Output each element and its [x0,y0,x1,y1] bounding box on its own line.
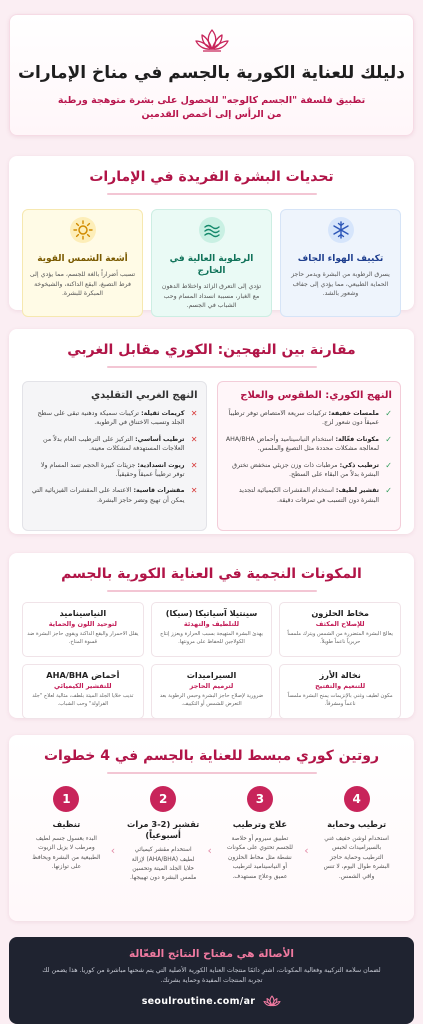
chevron-left-icon: ‹ [110,843,116,857]
check-icon: ✓ [385,486,392,496]
website-link[interactable]: seoulroutine.com/ar [141,995,256,1007]
ingredient-role: للتلطيف والتهدئة [183,620,240,629]
challenges-title: تحديات البشرة الفريدة في الإمارات [89,169,334,185]
challenges-section [9,156,414,310]
footer-text: لضمان سلامة التركيبة وفعالية المكونات، اشترِ دائمًا منتجات العناية الكورية الأصلية التي يتم شحنها مباشرة من كوريا. هذا يضمن لك تجربة المنتجات المفيدة وحماية بشرتك. [42,967,381,985]
challenge-text: تسبب أضراراً بالغة للجسم، مما يؤدي إلى فرط التصبغ، البقع الداكنة، والشيخوخة المبكرة للبشرة. [29,270,136,298]
ingredient-card [151,664,273,719]
step-title: علاج وترطيب [232,818,287,829]
ingredient-name: السيراميدات [186,669,237,680]
step-number: 3 [247,786,273,812]
ingredients-section [9,553,414,718]
step-number: 4 [344,786,370,812]
ingredient-card [279,664,401,719]
cross-icon: ✕ [190,408,198,418]
ingredient-text: يقلل الاحمرار والبقع الداكنة ويقوي حاجز البشرة ضد قسوة المناخ. [27,631,139,646]
ingredient-card [22,602,144,657]
sun-icon [70,217,96,243]
item-text: الاعتماد على المقشرات الفيزيائية التي يمكن أن تهيج وتضر حاجز البشرة. [31,487,185,504]
item-label: مقشرات قاسية: [133,487,185,495]
list-item [31,409,198,428]
cross-icon: ✕ [190,486,198,496]
list-item [226,409,393,428]
cross-icon: ✕ [190,434,198,444]
item-label: ملمسات خفيفة: [328,409,379,417]
challenge-text: يسرق الرطوبة من البشرة ويدمر حاجز الحماية الطبيعي، مما يؤدي إلى جفاف وشعور بالشد. [291,270,390,298]
step-title: تنظيف [52,818,81,829]
western-approach-column [22,381,207,531]
challenge-text: تؤدي إلى التعرق الزائد واختلاط الدهون مع الغبار، مسببة انسداد المسام وحب الشباب في الجسم. [161,283,262,310]
routine-step-2 [119,786,208,884]
ingredient-role: لترميم الحاجز [189,682,234,691]
ingredient-role: للإصلاح المكثف [315,620,365,629]
step-text: تطبيق سيروم أو خلاصة للجسم تحتوي على مكونات نشطة مثل مخاط الحلزون أو النياسيناميد لترطيب عميق وعلاج مستهدف. [226,835,293,880]
ingredient-card [22,664,144,719]
challenge-title: أشعة الشمس القوية [37,253,128,264]
item-text: التركيز على الترطيب العام بدلاً من العلاجات المستهدفة لمشكلات معينة. [43,435,185,453]
ingredient-name: مخاط الحلزون [311,607,370,618]
chevron-left-icon: ‹ [304,843,309,857]
ingredient-role: للتنعيم والتفتيح [315,682,366,691]
item-text: استخدام النياسيناميد وأحماض AHA/BHA لمعالجة مشكلات محددة مثل التصبغ والملمس. [225,435,379,453]
cross-icon: ✕ [190,460,198,470]
header-card [9,14,414,136]
comparison-section [9,329,414,534]
item-label: ريوت انسدادية: [137,461,185,469]
page-subtitle: تطبيق فلسفة "الجسم كالوجه" للحصول على بشرة متوهجة ورطبة من الرأس إلى أخمص القدمين [57,95,366,121]
challenge-title: الرطوبة العالية في الخارج [169,253,254,276]
ingredient-name: نخالة الأرز [319,669,361,680]
lotus-icon [263,994,281,1008]
footer-title: الأصالة هي مفتاح النتائج الفعّالة [128,948,295,960]
routine-step-3 [216,786,305,882]
snowflake-icon [328,217,354,243]
list-item [31,461,198,480]
check-icon: ✓ [385,408,392,418]
ingredient-text: تذيب خلايا الجلد الميتة بلطف، مثالية لعلاج "جلد الفراولة" وحب الشباب. [32,693,134,708]
routine-step-1 [22,786,111,873]
ingredient-text: ضرورية لإصلاح حاجز البشرة وحبس الرطوبة بعد التعرض للشمس أو التكييف. [159,693,264,708]
ingredient-name: أحماض AHA/BHA [46,669,120,680]
ingredient-name: النياسيناميد [59,607,107,618]
ingredient-text: يعالج البشرة المتضررة من الشمس ويترك ملمساً حريرياً ناعماً طويلاً. [287,631,393,646]
lotus-icon [194,27,230,53]
ingredient-text: مكون لطيف وغني بالإنزيمات يمنح البشرة ملمساً ناعماً ومشرقاً. [287,693,393,708]
routine-section [9,735,414,921]
step-number: 1 [53,786,79,812]
step-title: تقشير (2-3 مرات أسبوعياً) [127,818,200,840]
step-text: استخدام مقشر كيميائي لطيف (AHA/BHA) لإزالة خلايا الجلد الميتة وتحسين ملمس البشرة دون تهييجها. [129,847,197,882]
list-item [226,435,393,454]
routine-step-4 [312,786,401,882]
step-text: استخدام لوشن خفيف غني بالسيراميدات لحبس الترطيب وحماية حاجز البشرة طوال اليوم، لا تنس واقي الشمس. [323,835,390,880]
chevron-left-icon: ‹ [207,843,212,857]
ingredient-role: لتوحيد اللون والحماية [48,620,117,629]
item-label: كريمات ثقيلة: [141,409,185,417]
item-text: مرطبات ذات وزن جزيئي منخفض تخترق البشرة بدلاً من البقاء على السطح. [232,461,379,478]
list-item [226,486,393,505]
challenge-card-humidity [151,209,272,317]
step-title: ترطيب وحماية [327,818,387,829]
step-text: البدء بغسول جسم لطيف ومرطب لا يزيل الزيوت الطبيعية من البشرة ويحافظ على توازنها. [32,835,101,871]
challenge-card-sun [22,209,143,317]
ingredient-card [151,602,273,657]
routine-title: روتين كوري مبسط للعناية بالجسم في 4 خطوات [43,748,379,764]
item-text: استخدام المقشرات الكيميائية لتجديد البشرة دون التسبب في تمزقات دقيقة. [238,487,379,504]
ingredient-role: للتقشير الكيميائي [54,682,112,691]
list-item [31,435,198,454]
ingredients-title: المكونات النجمية في العناية الكورية بالجسم [61,566,362,582]
challenge-card-ac [280,209,401,317]
ingredient-text: يهدئ البشرة المتهيجة بسبب الحرارة ويعزز إنتاج الكولاجين للحفاظ على مرونتها. [160,631,263,646]
check-icon: ✓ [385,434,392,444]
korean-approach-column [217,381,402,531]
korean-approach-title: النهج الكوري: الطقوس والعلاج [240,389,392,401]
step-number: 2 [150,786,176,812]
item-text: جزيئات كبيرة الحجم تسد المسام ولا توفر ترطيباً عميقاً وحقيقياً. [40,461,185,478]
item-label: ترطيب أساسي: [135,435,185,443]
item-text: تركيبات سميكة ودهنية تبقى على سطح الجلد وتسبب الاختناق في الرطوبة. [37,409,185,427]
humidity-icon [199,217,225,243]
comparison-title: مقارنة بين النهجين: الكوري مقابل الغربي [67,342,356,358]
page-title: دليلك للعناية الكورية بالجسم في مناخ الإمارات [17,63,406,83]
list-item [31,486,198,505]
ingredient-card [279,602,401,657]
item-label: تقشير لطيف: [335,487,379,495]
item-label: ترطيب ذكي: [339,461,379,469]
western-approach-title: النهج الغربي التقليدي [90,389,198,401]
ingredient-name: سينتيلا آسياتيكا (سيكا) [165,607,258,618]
check-icon: ✓ [385,460,392,470]
item-text: تركيبات سريعة الامتصاص توفر ترطيباً عميقاً دون شعور لزج. [228,409,379,427]
footer-banner [9,937,414,1024]
list-item [226,461,393,480]
item-label: مكونات فعّالة: [335,435,379,443]
challenge-title: تكييف الهواء الجاف [297,253,384,264]
